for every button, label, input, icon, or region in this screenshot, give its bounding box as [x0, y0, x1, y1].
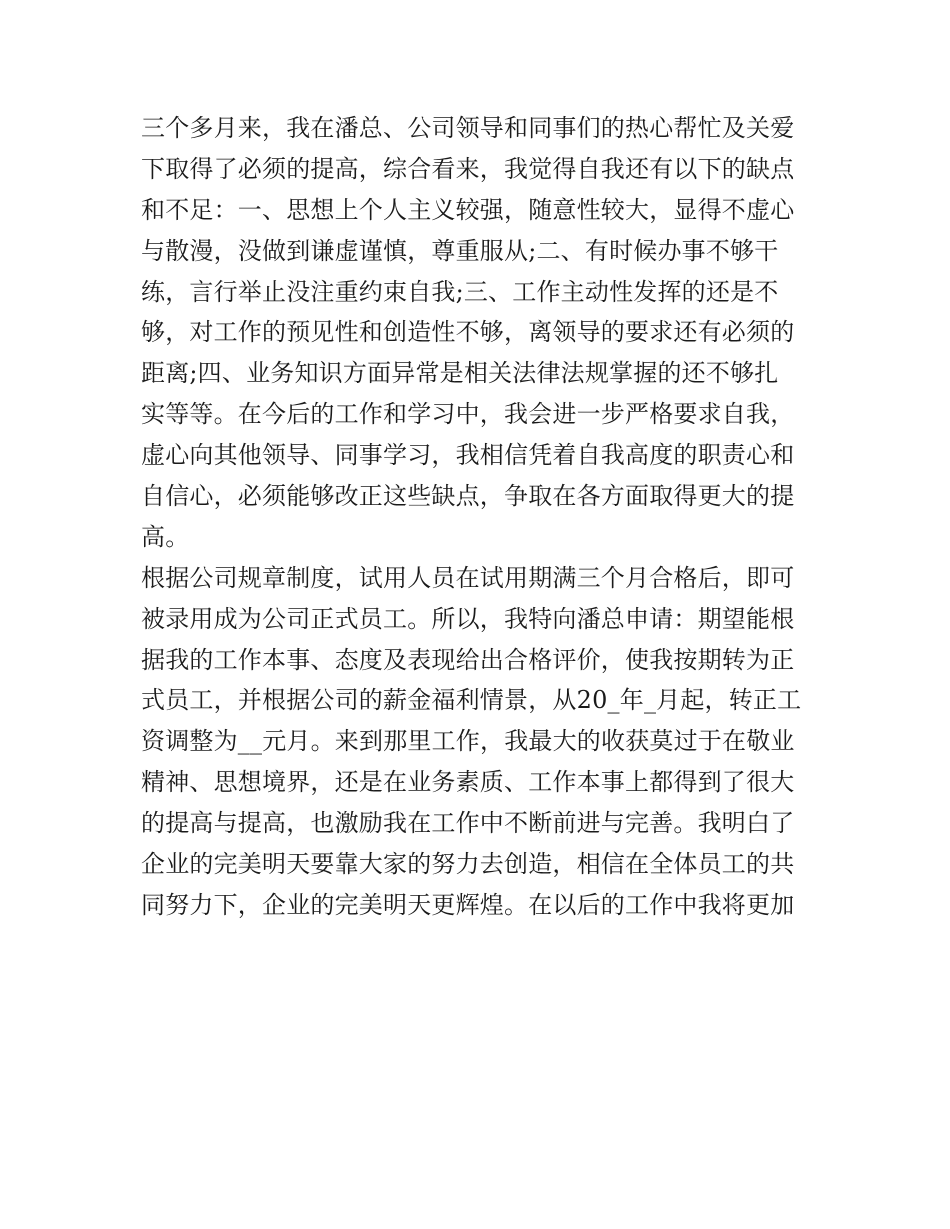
text-line: 被录用成为公司正式员工。所以，我特向潘总申请：期望能根 [141, 604, 795, 633]
text-line: 三个多月来，我在潘总、公司领导和同事们的热心帮忙及关爱 [141, 114, 795, 142]
text-line: 够，对工作的预见性和创造性不够，离领导的要求还有必须的 [141, 318, 795, 347]
body-text [141, 108, 821, 926]
text-line: 与散漫，没做到谦虚谨慎，尊重服从;二、有时候办事不够干 [141, 236, 779, 265]
text-line: 虚心向其他领导、同事学习，我相信凭着自我高度的职责心和 [141, 441, 795, 470]
text-line: 练，言行举止没注重约束自我;三、工作主动性发挥的还是不 [141, 277, 779, 306]
text-line: 同努力下，企业的完美明天更辉煌。在以后的工作中我将更加 [141, 890, 795, 919]
text-line: 高。 [141, 522, 190, 551]
text-line: 精神、思想境界，还是在业务素质、工作本事上都得到了很大 [141, 768, 795, 797]
text-line: 实等等。在今后的工作和学习中，我会进一步严格要求自我， [141, 400, 795, 429]
text-line: 式员工，并根据公司的薪金福利情景，从20_年_月起，转正工 [141, 686, 802, 715]
text-line: 下取得了必须的提高，综合看来，我觉得自我还有以下的缺点 [141, 154, 795, 183]
text-line: 资调整为__元月。来到那里工作，我最大的收获莫过于在敬业 [141, 727, 795, 756]
text-line: 自信心，必须能够改正这些缺点，争取在各方面取得更大的提 [141, 482, 795, 511]
text-line: 和不足：一、思想上个人主义较强，随意性较大，显得不虚心 [141, 195, 795, 224]
text-line: 根据公司规章制度，试用人员在试用期满三个月合格后，即可 [141, 563, 795, 592]
text-line: 企业的完美明天要靠大家的努力去创造，相信在全体员工的共 [141, 850, 795, 879]
text-line: 据我的工作本事、态度及表现给出合格评价，使我按期转为正 [141, 645, 795, 674]
text-line: 距离;四、业务知识方面异常是相关法律法规掌握的还不够扎 [141, 359, 779, 388]
text-line: 的提高与提高，也激励我在工作中不断前进与完善。我明白了 [141, 809, 795, 838]
